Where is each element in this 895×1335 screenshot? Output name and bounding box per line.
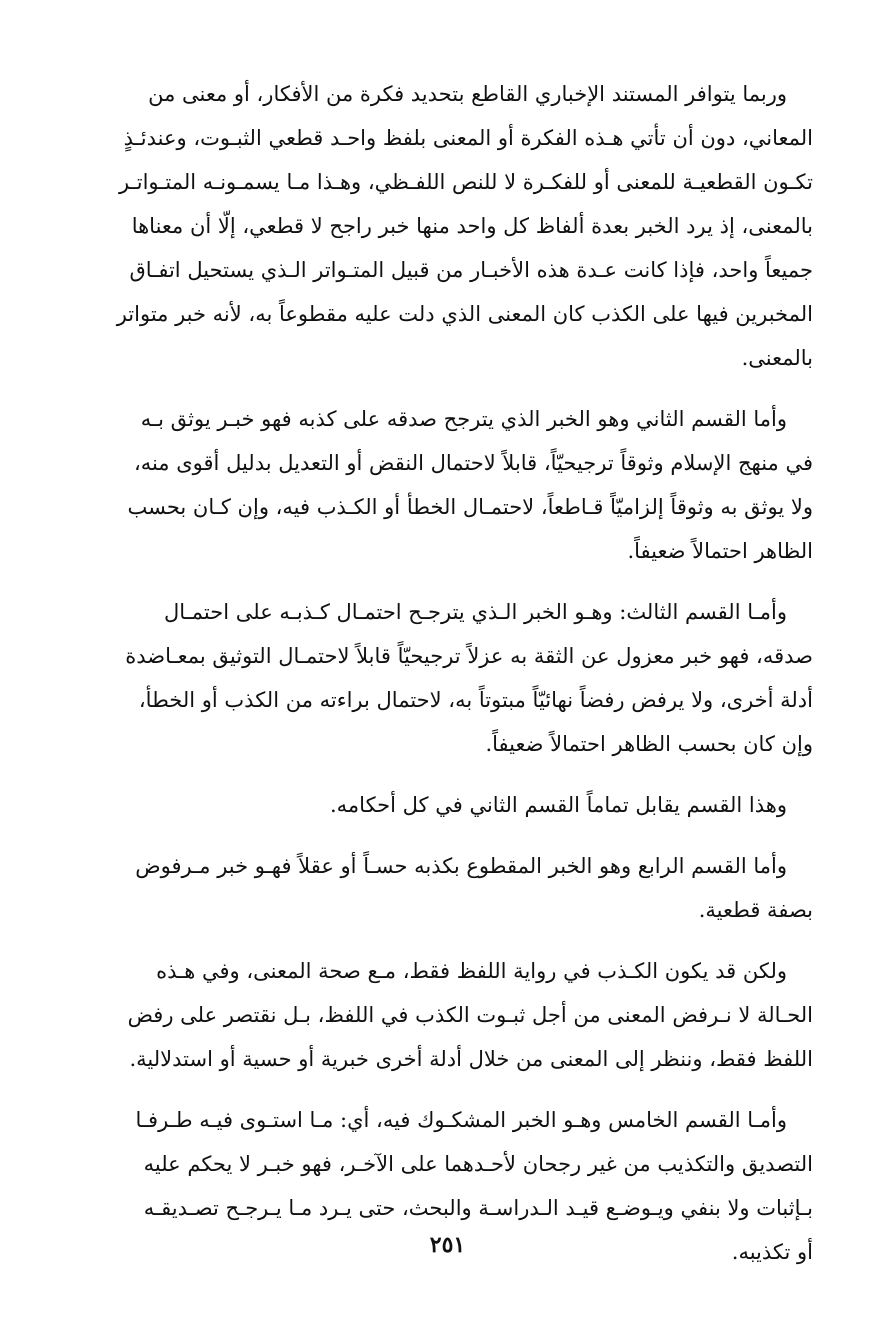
text-line: بـإثبات ولا بنفي ويـوضـع قيـد الـدراسـة والبحث، حتى يـرد مـا يـرجـح تصـديقـه [143, 1196, 813, 1220]
text-line: أو تكذيبه. [731, 1240, 813, 1264]
text-line: في منهج الإسلام وثوقاً ترجيحيّاً، قابلاً لاحتمال النقض أو التعديل بدليل أقوى منه، [133, 451, 813, 475]
text-line: الحـالة لا نـرفض المعنى من أجل ثبـوت الكذب في اللفظ، بـل نقتصر على رفض [127, 1003, 813, 1027]
text-line: أدلة أخرى، ولا يرفض رفضاً نهائيّاً مبتوتاً به، لاحتمال براءته من الكذب أو الخطأ، [138, 688, 813, 712]
page-body [75, 72, 813, 1291]
paragraph-third-comparison [75, 783, 813, 827]
text-line: وهذا القسم يقابل تماماً القسم الثاني في كل أحكامه. [329, 793, 787, 817]
text-line: وأمـا القسم الثالث: وهـو الخبر الـذي يترجـح احتمـال كـذبـه على احتمـال [163, 600, 787, 624]
paragraph-false-wording [75, 949, 813, 1081]
text-line: بالمعنى. [741, 346, 813, 370]
text-line: جميعاً واحد، فإذا كانت عـدة هذه الأخبـار من قبيل المتـواتر الـذي يستحيل اتفـاق [129, 258, 813, 282]
text-line: وأما القسم الرابع وهو الخبر المقطوع بكذبه حسـاً أو عقلاً فهـو خبر مـرفوض [135, 854, 787, 878]
text-line: صدقه، فهو خبر معزول عن الثقة به عزلاً ترجيحيّاً قابلاً لاحتمـال التوثيق بمعـاضدة [125, 644, 813, 668]
text-line: بصفة قطعية. [698, 898, 813, 922]
text-line: وأمـا القسم الخامس وهـو الخبر المشكـوك فيه، أي: مـا استـوى فيـه طـرفـا [135, 1108, 787, 1132]
text-line: المعاني، دون أن تأتي هـذه الفكرة أو المعنى بلفظ واحـد قطعي الثبـوت، وعندئـذٍ [123, 126, 813, 150]
paragraph-third-category [75, 590, 813, 766]
text-line: الظاهر احتمالاً ضعيفاً. [627, 539, 813, 563]
paragraph-second-category [75, 397, 813, 573]
text-line: وربما يتوافر المستند الإخباري القاطع بتحديد فكرة من الأفكار، أو معنى من [148, 82, 787, 106]
text-line: وإن كان بحسب الظاهر احتمالاً ضعيفاً. [485, 732, 813, 756]
paragraph-fourth-category [75, 844, 813, 932]
text-line: وأما القسم الثاني وهو الخبر الذي يترجح صدقه على كذبه فهو خبـر يوثق بـه [140, 407, 787, 431]
text-line: بالمعنى، إذ يرد الخبر بعدة ألفاظ كل واحد منها خبر راجح لا قطعي، إلّا أن معناها [131, 214, 813, 238]
text-line: المخبرين فيها على الكذب كان المعنى الذي دلت عليه مقطوعاً به، لأنه خبر متواتر [116, 302, 813, 326]
page-number: ٢٥١ [429, 1232, 466, 1258]
text-line: ولا يوثق به وثوقاً إلزاميّاً قـاطعاً، لاحتمـال الخطأ أو الكـذب فيه، وإن كـان بحسب [127, 495, 813, 519]
text-line: اللفظ فقط، وننظر إلى المعنى من خلال أدلة أخرى خبرية أو حسية أو استدلالية. [129, 1047, 813, 1071]
text-line: التصديق والتكذيب من غير رجحان لأحـدهما على الآخـر، فهو خبـر لا يحكم عليه [143, 1152, 813, 1176]
paragraph-mutawatir-meaning [75, 72, 813, 380]
text-line: تكـون القطعيـة للمعنى أو للفكـرة لا للنص اللفـظي، وهـذا مـا يسمـونـه المتـواتـر [119, 170, 813, 194]
text-line: ولكن قد يكون الكـذب في رواية اللفظ فقط، مـع صحة المعنى، وفي هـذه [156, 959, 787, 983]
